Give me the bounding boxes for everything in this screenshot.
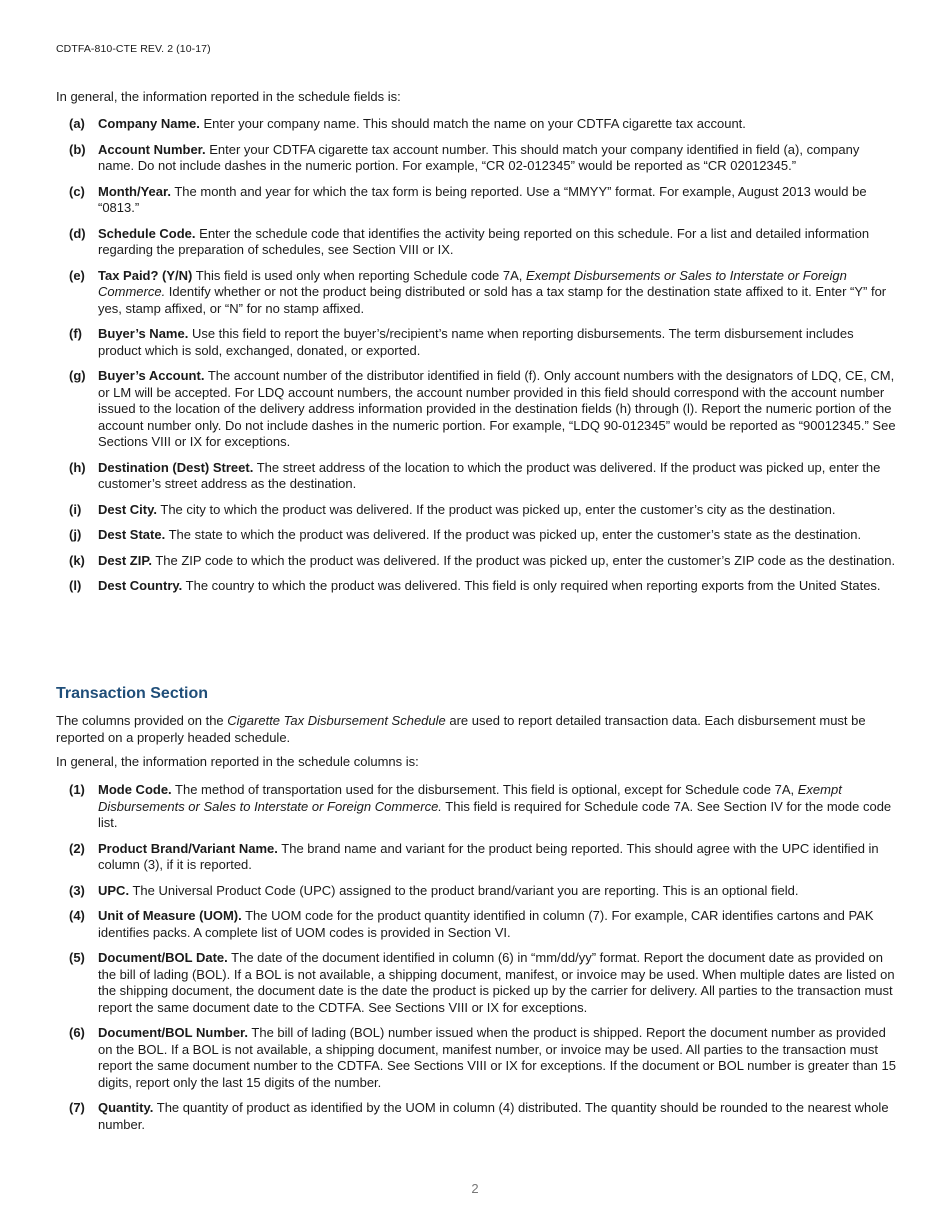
- schedule-fields-intro: In general, the information reported in the schedule fields is:: [56, 89, 401, 104]
- form-id: CDTFA-810-CTE REV. 2 (10-17): [56, 43, 211, 55]
- column-item-2: (2) Product Brand/Variant Name. The brand name and variant for the product being reported. This should agree with the UPC identified in column (3), if it is reported.: [69, 840, 879, 872]
- field-item-k: (k) Dest ZIP. The ZIP code to which the product was delivered. If the product was picked up, enter the customer’s ZIP code as the destination.: [69, 552, 896, 568]
- column-item-6: (6) Document/BOL Number. The bill of lading (BOL) number issued when the product is shipped. Report the document number as provided on the BOL. If a BOL is not available, a shipping document, manifest number, or invoice may be used. All parties to the transaction must report the same document number to the CDTFA. See Sections VIII or IX for exceptions. If the document or BOL number is greater than 15 digits, report only the last 15 digits of the number.: [69, 1025, 896, 1090]
- section-heading: Transaction Section: [56, 685, 209, 702]
- column-item-5: (5) Document/BOL Date. The date of the document identified in column (6) in “mm/dd/yy” format. Report the document date as provided on the bill of lading (BOL). If a BOL is not available, a shipping document, manifest, or invoice may be used. When multiple dates are listed on the shipping document, the document date is the date the product is picked up by the carrier for delivery. All parties to the transaction must report the same document date to the CDTFA. See Sections VIII or IX for exceptions.: [69, 950, 895, 1015]
- field-item-i: (i) Dest City. The city to which the product was delivered. If the product was picked up, enter the customer’s city as the destination.: [69, 501, 836, 517]
- field-item-h: (h) Destination (Dest) Street. The street address of the location to which the product was delivered. If the product was picked up, enter the customer’s street address as the destination.: [69, 459, 881, 491]
- schedule-columns-list: [56, 782, 896, 1142]
- transaction-paragraph: The columns provided on the Cigarette Tax Disbursement Schedule are used to report detailed transaction data. Each disbursement must be reported on a properly headed schedule.: [56, 713, 866, 745]
- field-item-c: (c) Month/Year. The month and year for which the tax form is being reported. Use a “MMYY” format. For example, August 2013 would be “0813.”: [69, 183, 867, 215]
- field-item-b: (b) Account Number. Enter your CDTFA cigarette tax account number. This should match your company identified in field (a), company name. Do not include dashes in the numeric portion. For example, “CR 02-012345” would be reported as “CR 02012345.”: [69, 141, 860, 173]
- field-item-g: (g) Buyer’s Account. The account number of the distributor identified in field (f). Only account numbers with the designators of LDQ, CE, CM, or LM will be accepted. For LDQ account numbers, the account number provided in this field should correspond with the account number issued to the location of the delivery address information provided in the destination fields (h) through (l). Report the numeric portion of the account number only. Do not include dashes in the numeric portion. For example, “LDQ 90-012345” would be reported as “90012345.” See Sections VIII or IX for exceptions.: [69, 368, 896, 449]
- field-item-d: (d) Schedule Code. Enter the schedule code that identifies the activity being reported on this schedule. For a list and detailed information regarding the preparation of schedules, see Section VIII or IX.: [69, 225, 870, 257]
- field-item-f: (f) Buyer’s Name. Use this field to report the buyer’s/recipient’s name when reporting disbursements. The term disbursement includes product which is sold, exchanged, donated, or exported.: [69, 326, 854, 358]
- schedule-columns-intro: In general, the information reported in the schedule columns is:: [56, 754, 419, 769]
- field-item-e: (e) Tax Paid? (Y/N) This field is used only when reporting Schedule code 7A, Exempt Disbursements or Sales to Interstate or Foreign Commerce. Identify whether or not the product being distributed or sold has a tax stamp for the destination state affixed to it. Enter “Y” for yes, stamp affixed, or “N” for no stamp affixed.: [69, 267, 887, 316]
- page-number: 2: [471, 1181, 479, 1196]
- field-item-a: (a) Company Name. Enter your company name. This should match the name on your CDTFA cigarette tax account.: [69, 116, 746, 131]
- column-item-7: (7) Quantity. The quantity of product as identified by the UOM in column (4) distributed. The quantity should be rounded to the nearest whole number.: [69, 1100, 889, 1132]
- column-item-1: (1) Mode Code. The method of transportation used for the disbursement. This field is optional, except for Schedule code 7A, Exempt Disbursements or Sales to Interstate or Foreign Commerce. This field is required for Schedule code 7A. See Section IV for the mode code list.: [69, 782, 892, 830]
- column-item-4: (4) Unit of Measure (UOM). The UOM code for the product quantity identified in column (7). For example, CAR identifies cartons and PAK identifies packs. A complete list of UOM codes is provided in Section VI.: [69, 908, 874, 940]
- column-item-3: (3) UPC. The Universal Product Code (UPC) assigned to the product brand/variant you are reporting. This is an optional field.: [69, 882, 799, 898]
- schedule-fields-list: [56, 116, 896, 604]
- field-item-l: (l) Dest Country. The country to which the product was delivered. This field is only required when reporting exports from the United States.: [69, 578, 881, 593]
- field-item-j: (j) Dest State. The state to which the product was delivered. If the product was picked up, enter the customer’s state as the destination.: [69, 527, 862, 542]
